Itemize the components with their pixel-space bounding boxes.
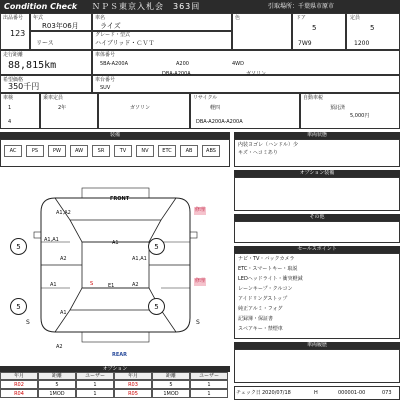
color-code-value: 7W9 [298,40,312,47]
equipment-icon: NV [136,145,154,157]
equipment-icon: AB [180,145,198,157]
inspector-value: H [314,390,318,396]
history-cell: 1 [190,380,228,389]
history-header: 車両履歴 [234,342,400,349]
damage-mark: A1,A1 [132,256,147,262]
sales-point-line: 純正アルミ・フォグ [238,306,283,312]
other-box [234,221,400,243]
body-vin-value: DBA-A200A [162,71,191,77]
tire-front-left: 5 [10,238,27,255]
equipment-icon: SR [92,145,110,157]
damage-mark: E1 [108,283,115,289]
notes-header: 車両状態 [234,132,400,139]
recycle-value: 預託済 [330,105,346,111]
history-cell: 1 [76,389,114,398]
mileage-value: 88,815km [8,60,57,71]
shape-value: リース [36,40,54,47]
check-date-label: チェック日 [236,390,261,396]
history-cell: 1MOD [38,389,76,398]
grade-value: ハイブリッド・ＣＶＴ [95,40,155,47]
history-cell: 5 [38,380,76,389]
seats-value: 5 [370,24,375,32]
page-value: 073 [382,390,392,396]
damage-mark: A1 [60,310,67,316]
options-box [234,177,400,211]
sales-point-line: レーンキープ・クルコン [238,286,293,292]
capacity-value: 4 [8,119,12,125]
serial-value: 000001-00 [338,390,366,396]
door-label: ドア [296,15,306,21]
year-value: R03年06月 [42,22,79,30]
inspection-line: 内装ヨゴレ（ハンドル）少 [238,142,299,148]
inspection-period: 2年 [58,105,67,111]
body-category-value: 4WD [232,61,244,67]
cert-label: 車台番号 [95,77,116,83]
damage-mark: A2 [60,256,67,262]
damage-mark: A1 [50,282,57,288]
price-value: 350千円 [8,82,40,91]
engine-value: ガソリン [130,105,151,111]
check-date-value: 2020/07/18 [262,390,291,396]
sales-point-line: アイドリングストップ [238,296,288,302]
sales-point-line: 記録簿・保証書 [238,316,274,322]
location-value: 千葉県市原市 [298,3,335,10]
equipment-icon: ETC [158,145,176,157]
damage-mark: A1,A1 [44,237,59,243]
mileage-label: 走行距離 [3,52,24,58]
damage-mark: A1,A2 [56,210,71,216]
name-value: ライズ [100,22,121,30]
sales-point-line: スペアキー・禁煙車 [238,326,283,332]
capacity-label: 乗車定員 [43,95,64,101]
history-col-header: 年月 [0,372,38,380]
wheel-mark: S [26,319,30,326]
door-value: 5 [312,24,317,32]
damage-mark: A2 [132,282,139,288]
grade-label: グレード・型式 [95,32,131,38]
body-type-value-2: SUV [100,85,111,91]
history-table-header: オプション [0,366,230,372]
sales-point-line: ナビ・TV・バックカメラ [238,256,295,262]
history-cell: R02 [0,380,38,389]
history-col-header: 距離 [38,372,76,380]
tax-label: 自動車税 [303,95,324,101]
options-header: オプション装備 [234,170,400,177]
lot-label: 出品番号 [3,15,24,21]
body-label: 車体番号 [95,52,116,58]
equipment-icon: PS [26,145,44,157]
history-cell: 1 [76,380,114,389]
header-title: Condition Check [4,2,78,11]
other-header: その他 [234,214,400,221]
auction-name: ＮＰＳ東京入札会 363回 [92,2,201,11]
sales-point-line: LEDヘッドライト・衝突軽減 [238,276,303,282]
sales-point-line: ETC・スマートキー・取説 [238,266,298,272]
location-label: 引取場所： [268,3,299,10]
cert-value: DBA-A200A-A200A [196,119,243,125]
inspection-label: 車検 [3,95,14,101]
seats-label: 定員 [350,15,361,21]
equipment-header: 装備 [0,132,230,139]
damage-mark: S [90,281,94,287]
displacement-value: 1200 [354,40,370,47]
tire-rear-left: 5 [10,298,27,315]
history-cell: R05 [114,389,152,398]
history-cell: R03 [114,380,152,389]
inspection-line: キズ・ヘコミあり [238,150,278,156]
owner-count-value: 1 [8,105,12,111]
history-cell: 1MOD [152,389,190,398]
equipment-icon: AW [70,145,88,157]
lot-value: 123 [10,29,26,38]
rear-label: REAR [112,352,127,358]
body-grade-value: A200 [176,61,189,67]
history-cell: 1 [190,389,228,398]
equipment-icon: ABS [202,145,220,157]
repair-tag-1: 修理 [194,207,205,213]
history-col-header: 距離 [152,372,190,380]
history-col-header: ユーザー [190,372,228,380]
history-box [234,349,400,383]
center-mark: A1 [112,240,119,246]
history-col-header: 年月 [114,372,152,380]
year-label: 年式 [33,15,44,21]
registration-value: 軽四 [210,105,221,111]
history-cell: 5 [152,380,190,389]
sales-header: セールスポイント [234,246,400,253]
equipment-icon: TV [114,145,132,157]
price-label: 希望価格 [3,77,24,83]
history-cell: R04 [0,389,38,398]
repair-tag-2: 修理 [194,278,205,284]
body-type-value: 5BA-A200A [100,61,129,67]
tax-value: 5,000円 [350,113,370,119]
front-label: FRONT [110,196,130,202]
recycle-label: リサイクル [193,95,218,101]
color-cell [232,13,292,50]
equipment-icon: PW [48,145,66,157]
name-label: 車名 [95,15,106,21]
body-fuel-value: ガソリン [246,71,267,77]
tire-rear-right: 5 [148,298,165,315]
tire-front-right: 5 [148,238,165,255]
wheel-mark: S [196,319,200,326]
cert-cell [92,75,400,93]
history-col-header: ユーザー [76,372,114,380]
color-label: 色 [235,15,241,21]
equipment-icon: AC [4,145,22,157]
damage-mark: A2 [56,344,63,350]
